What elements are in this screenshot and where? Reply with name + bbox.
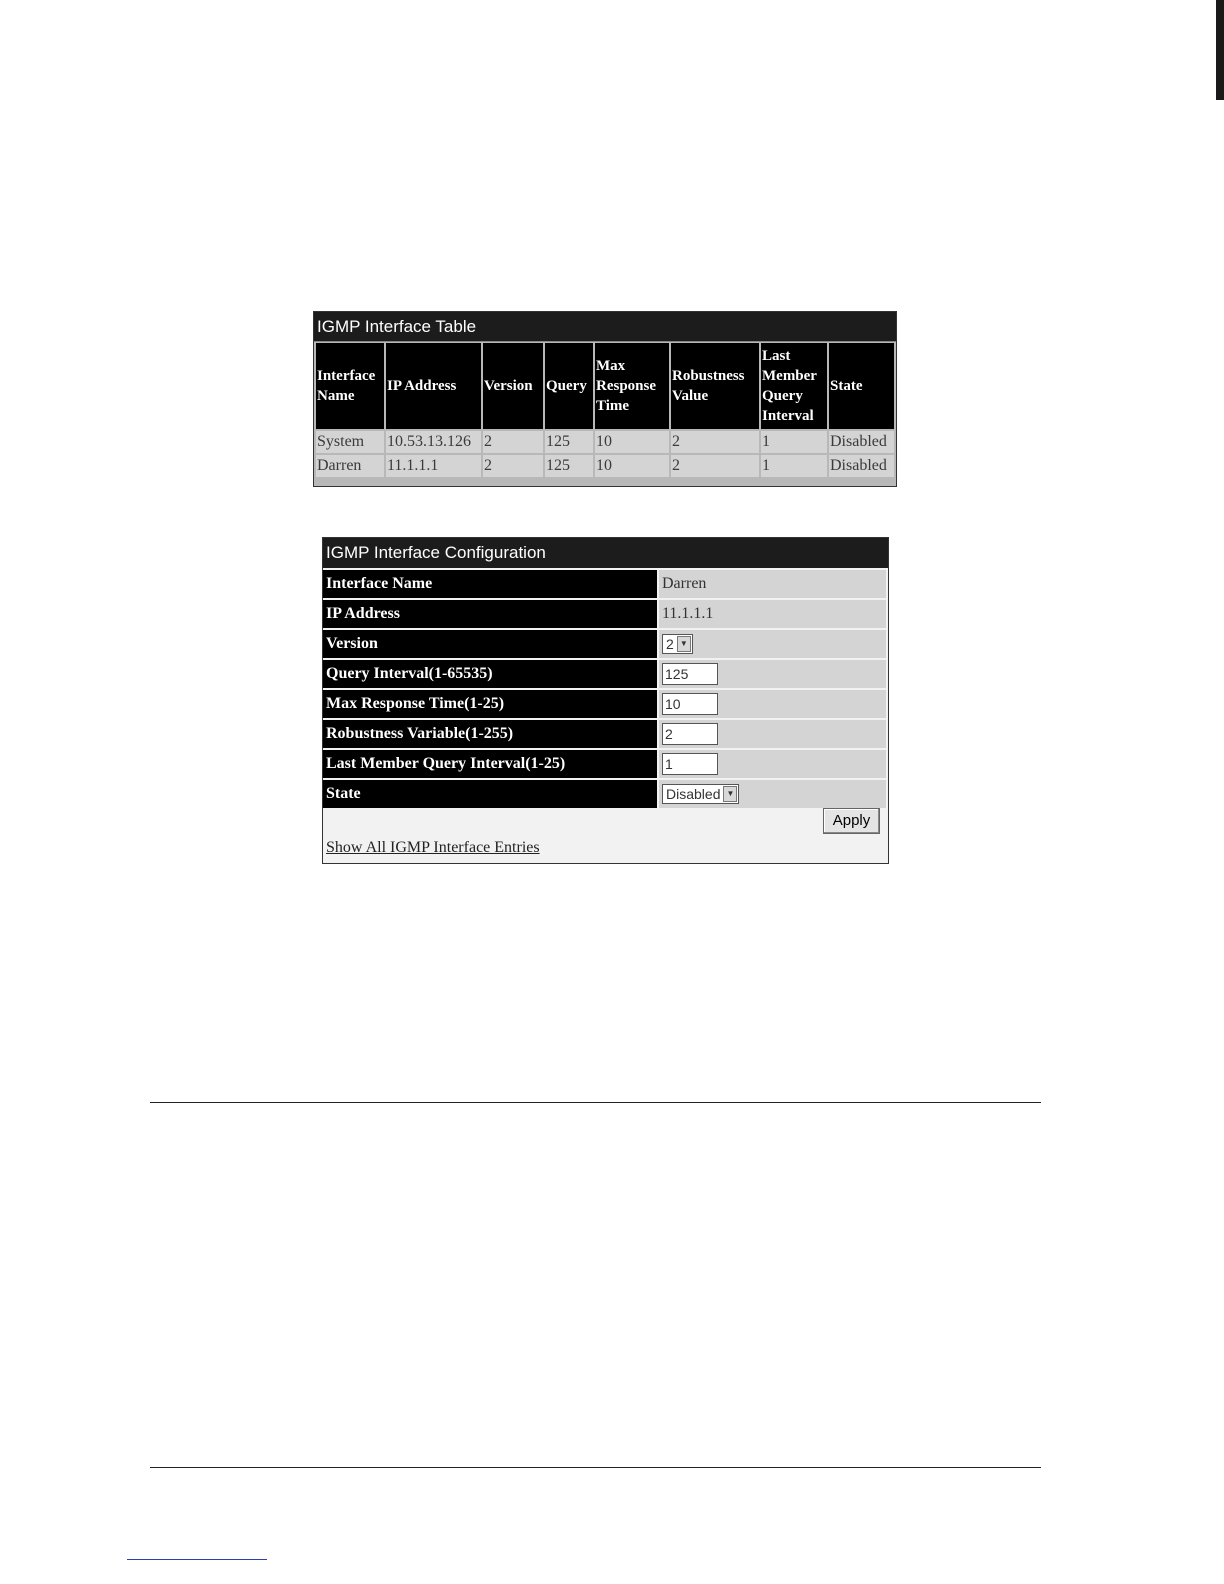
col-robustness-value: Robustness Value [671, 343, 759, 429]
cell-robustness-value: 2 [671, 455, 759, 477]
cell-max-response-time: 10 [595, 455, 669, 477]
row-state [323, 780, 888, 808]
cell-last-member-query-interval: 1 [761, 431, 827, 453]
row-robustness-variable [323, 720, 888, 748]
state-label: State [323, 780, 657, 808]
cell-last-member-query-interval: 1 [761, 455, 827, 477]
state-cell [659, 780, 886, 808]
cell-query: 125 [545, 431, 593, 453]
robustness-variable-cell [659, 720, 886, 748]
row-last-member-query-interval [323, 750, 888, 778]
max-response-time-input[interactable]: 10 [662, 693, 718, 715]
table-header-row [316, 343, 894, 429]
ip-address-value: 11.1.1.1 [659, 600, 886, 628]
chevron-down-icon[interactable]: ▼ [723, 786, 737, 802]
divider-line [150, 1467, 1041, 1468]
col-interface-name: Interface Name [316, 343, 384, 429]
query-interval-label: Query Interval(1-65535) [323, 660, 657, 688]
row-query-interval [323, 660, 888, 688]
col-version: Version [483, 343, 543, 429]
col-ip-address: IP Address [386, 343, 481, 429]
last-member-query-interval-cell [659, 750, 886, 778]
table-row [316, 431, 894, 453]
config-title: IGMP Interface Configuration [323, 538, 888, 568]
col-query: Query [545, 343, 593, 429]
page-edge-bar [1216, 0, 1224, 100]
ip-address-label: IP Address [323, 600, 657, 628]
cell-ip-address: 10.53.13.126 [386, 431, 481, 453]
igmp-interface-table [314, 341, 896, 479]
cell-state: Disabled [829, 431, 894, 453]
cell-version: 2 [483, 455, 543, 477]
last-member-query-interval-input[interactable]: 1 [662, 753, 718, 775]
footer-link-underline [127, 1559, 267, 1560]
cell-state: Disabled [829, 455, 894, 477]
table-row [316, 455, 894, 477]
row-max-response-time [323, 690, 888, 718]
version-select-value: 2 [666, 636, 674, 652]
col-last-member-query-interval: Last Member Query Interval [761, 343, 827, 429]
apply-button[interactable]: Apply [823, 808, 880, 834]
igmp-interface-table-panel [313, 311, 897, 487]
cell-max-response-time: 10 [595, 431, 669, 453]
robustness-variable-input[interactable]: 2 [662, 723, 718, 745]
interface-name-value: Darren [659, 570, 886, 598]
state-select[interactable] [662, 784, 739, 804]
show-all-igmp-interface-entries-link[interactable]: Show All IGMP Interface Entries [326, 839, 540, 856]
cell-robustness-value: 2 [671, 431, 759, 453]
query-interval-cell [659, 660, 886, 688]
chevron-down-icon[interactable]: ▼ [677, 636, 691, 652]
col-max-response-time: Max Response Time [595, 343, 669, 429]
divider-line [150, 1102, 1041, 1103]
max-response-time-label: Max Response Time(1-25) [323, 690, 657, 718]
igmp-interface-config-panel [322, 537, 889, 864]
row-ip-address [323, 600, 888, 628]
cell-ip-address: 11.1.1.1 [386, 455, 481, 477]
robustness-variable-label: Robustness Variable(1-255) [323, 720, 657, 748]
query-interval-input[interactable]: 125 [662, 663, 718, 685]
cell-interface-name: System [316, 431, 384, 453]
col-state: State [829, 343, 894, 429]
last-member-query-interval-label: Last Member Query Interval(1-25) [323, 750, 657, 778]
table-title: IGMP Interface Table [314, 312, 896, 342]
cell-version: 2 [483, 431, 543, 453]
version-cell [659, 630, 886, 658]
version-select[interactable] [662, 634, 693, 654]
state-select-value: Disabled [666, 786, 721, 802]
row-version [323, 630, 888, 658]
cell-interface-name: Darren [316, 455, 384, 477]
cell-query: 125 [545, 455, 593, 477]
interface-name-label: Interface Name [323, 570, 657, 598]
row-interface-name [323, 570, 888, 598]
max-response-time-cell [659, 690, 886, 718]
version-label: Version [323, 630, 657, 658]
